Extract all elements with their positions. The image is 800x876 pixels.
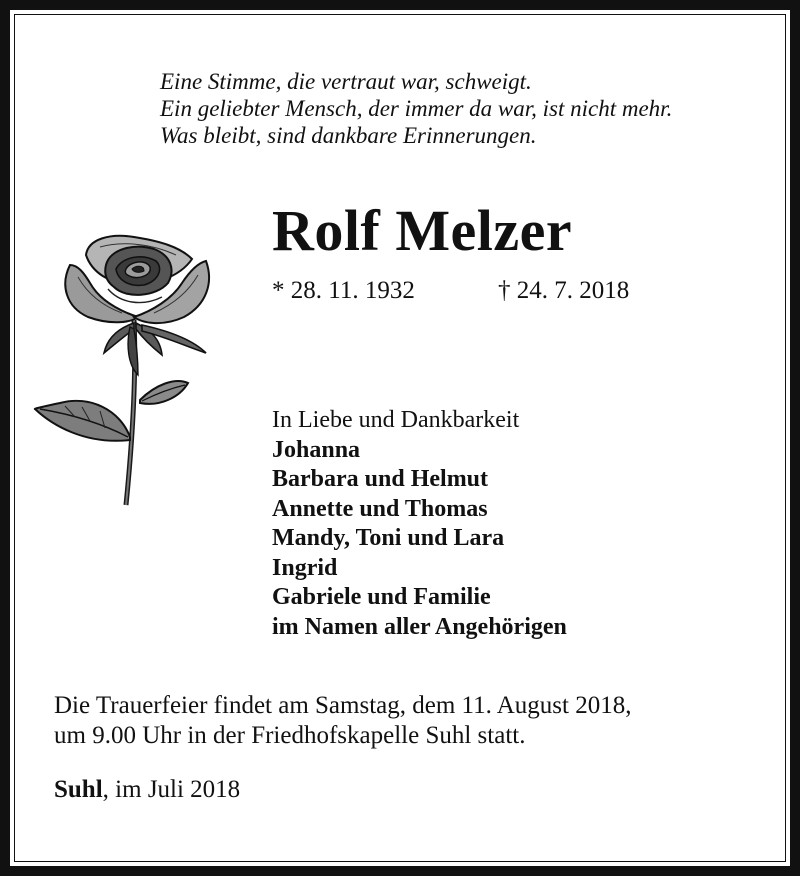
- mourner-name: Johanna: [272, 436, 361, 463]
- quote-line: Eine Stimme, die vertraut war, schweigt.: [160, 69, 532, 94]
- mourner-name: Annette und Thomas: [272, 495, 488, 522]
- mourner-name: Barbara und Helmut: [272, 466, 489, 492]
- quote-line: Was bleibt, sind dankbare Erinnerungen.: [160, 123, 537, 148]
- funeral-service-info: [54, 691, 631, 751]
- mourner-name: Ingrid: [272, 554, 338, 581]
- quote-line: Ein geliebter Mensch, der immer da war, ist nicht mehr.: [160, 96, 673, 121]
- birth-date: * 28. 11. 1932: [272, 277, 415, 304]
- rose-icon: [30, 225, 220, 510]
- deceased-name: Rolf Melzer: [272, 198, 573, 263]
- place-date-line: [54, 775, 240, 805]
- place-city: Suhl: [54, 776, 103, 803]
- memorial-quote: [160, 68, 672, 149]
- service-line: Die Trauerfeier findet am Samstag, dem 11. August 2018,: [54, 692, 632, 719]
- mourner-name: Gabriele und Familie: [272, 584, 491, 610]
- mourner-name: im Namen aller Angehörigen: [272, 613, 567, 640]
- place-date: , im Juli 2018: [102, 776, 241, 803]
- service-line: um 9.00 Uhr in der Friedhofskapelle Suhl statt.: [54, 722, 526, 749]
- death-date: † 24. 7. 2018: [498, 277, 630, 304]
- mourners-intro: In Liebe und Dankbarkeit: [272, 407, 520, 433]
- mourner-name: Mandy, Toni und Lara: [272, 525, 505, 551]
- mourners-block: [272, 406, 567, 642]
